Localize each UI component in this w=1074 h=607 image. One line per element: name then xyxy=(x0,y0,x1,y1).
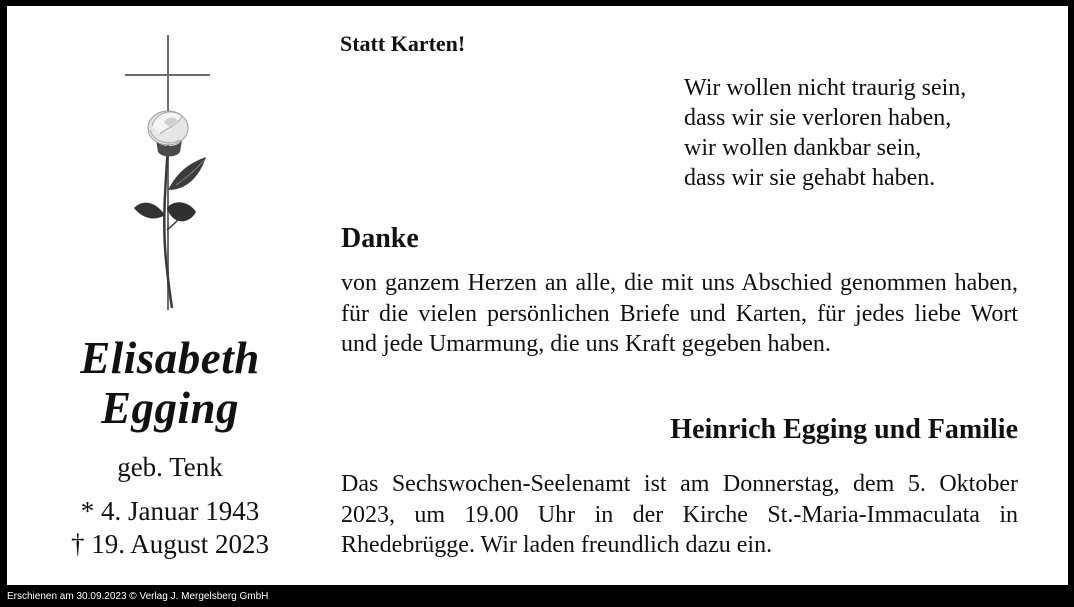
service-announcement: Das Sechswochen-Seelenamt ist am Donnerstag, dem 5. Oktober 2023, um 19.00 Uhr in der Kirche St.-Maria-Immaculata in Rhedebrügge. Wir laden freundlich dazu ein. xyxy=(341,471,1018,558)
birth-name: geb. Tenk xyxy=(117,452,223,482)
poem-line: Wir wollen nicht traurig sein, xyxy=(684,75,967,101)
birth-date: * 4. Januar 1943 xyxy=(80,496,260,526)
poem-line: dass wir sie gehabt haben. xyxy=(684,165,936,191)
thanks-text: von ganzem Herzen an alle, die mit uns Abschied genommen haben, für die vielen persönlichen Briefe und Karten, für jedes liebe Wort und jede Umarmung, die uns Kraft gegeben haben. xyxy=(341,270,1018,357)
poem-line: dass wir sie verloren haben, xyxy=(684,105,952,131)
death-date: † 19. August 2023 xyxy=(70,529,270,559)
cross-with-rose-image xyxy=(120,30,220,315)
poem-line: wir wollen dankbar sein, xyxy=(684,135,922,161)
deceased-first-name: Elisabeth xyxy=(80,333,260,383)
rose-icon xyxy=(134,111,206,308)
poem xyxy=(684,73,966,193)
thanks-heading: Danke xyxy=(341,223,419,254)
deceased-last-name: Egging xyxy=(100,383,240,433)
header-note: Statt Karten! xyxy=(340,31,466,56)
publication-footer: Erschienen am 30.09.2023 © Verlag J. Mergelsberg GmbH xyxy=(7,591,269,602)
signature: Heinrich Egging und Familie xyxy=(670,414,1018,445)
